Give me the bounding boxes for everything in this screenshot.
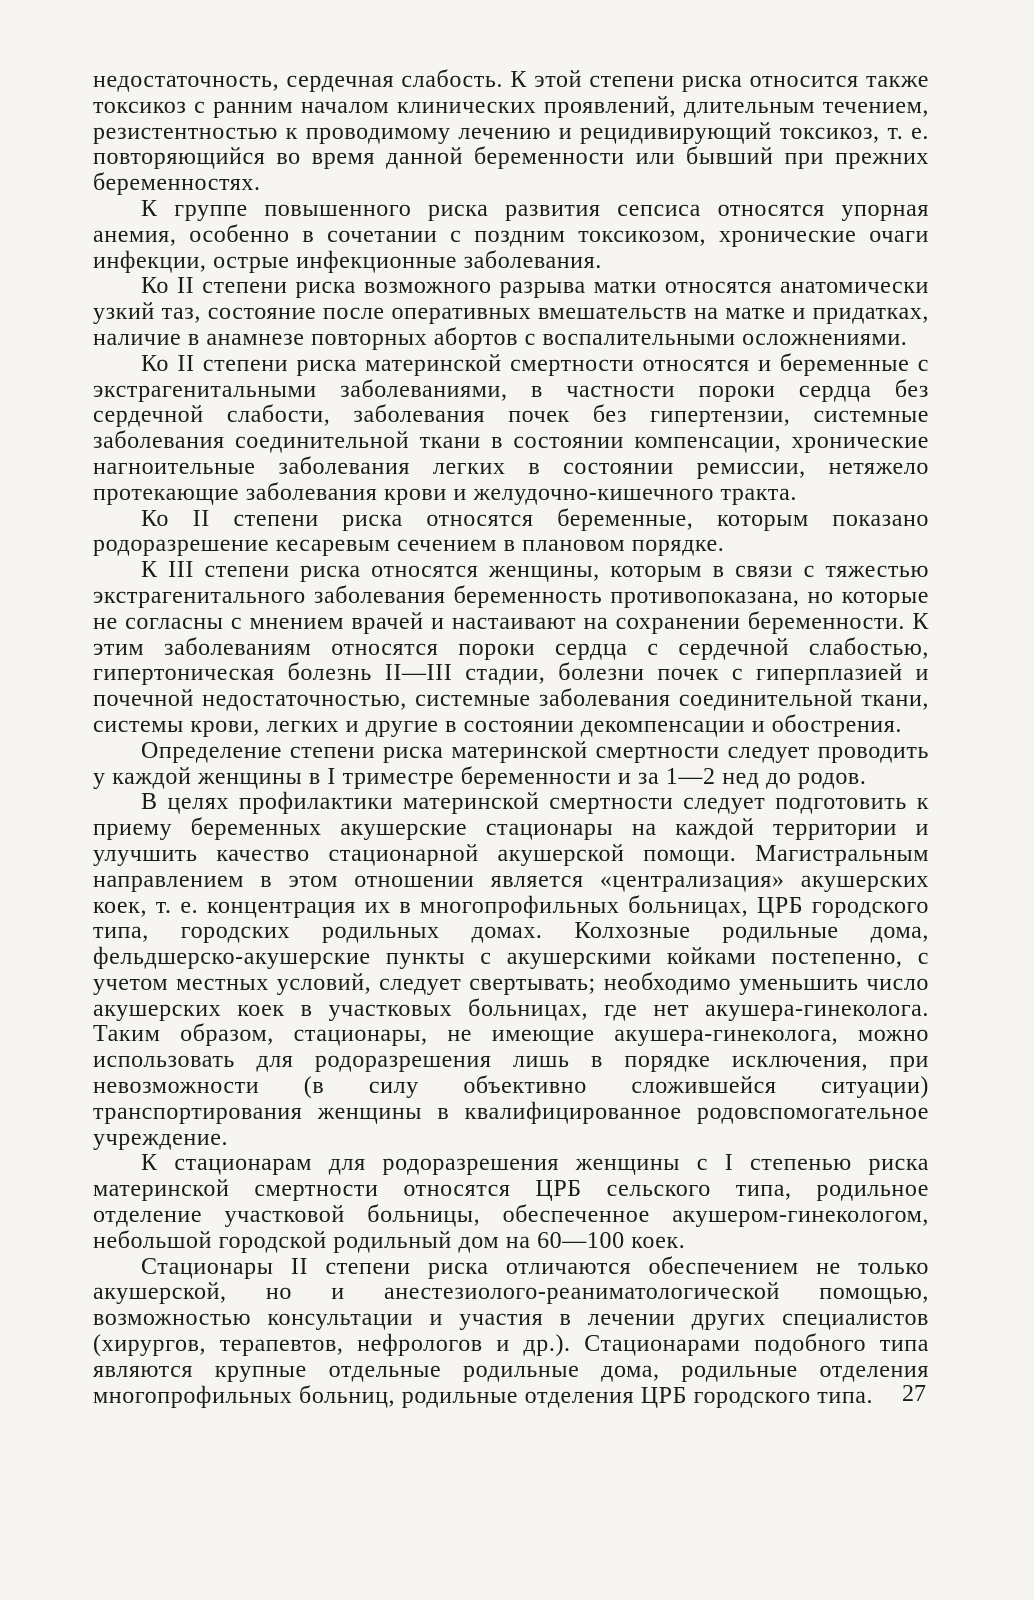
paragraph-1: недостаточность, сердечная слабость. К этой степени риска относится также токсикоз с ранним началом клинических проявлений, длительным течением, резистентностью к проводимому лечению и рецидивирующий токсикоз, т. е. повторяющийся во время данной беременности или бывший при прежних беременностях. <box>93 67 929 197</box>
paragraph-5: Ко II степени риска относятся беременные, которым показано родоразрешение кесаревым сечением в плановом порядке. <box>93 505 929 558</box>
paragraph-2: К группе повышенного риска развития сепсиса относятся упорная анемия, особенно в сочетании с поздним токсикозом, хронические очаги инфекции, острые инфекционные заболевания. <box>93 195 929 274</box>
paragraph-7: Определение степени риска материнской смертности следует проводить у каждой женщины в I триместре беременности и за 1—2 нед до родов. <box>93 737 929 790</box>
book-page <box>93 68 929 1568</box>
paragraph-9: К стационарам для родоразрешения женщины с I степенью риска материнской смертности относятся ЦРБ сельского типа, родильное отделение участковой больницы, обеспеченное акушером-гинекологом, небольшой городской родильный дом на 60—100 коек. <box>93 1150 929 1254</box>
paragraph-10: Стационары II степени риска отличаются обеспечением не только акушерской, но и анестезиолого-реаниматологической помощью, возможностью консультации и участия в лечении других специалистов (хирургов, терапевтов, нефрологов и др.). Стационарами подобного типа являются крупные отдельные родильные дома, родильные отделения многопрофильных больниц, родильные отделения ЦРБ городского типа. <box>93 1253 929 1409</box>
paragraph-3: Ко II степени риска возможного разрыва матки относятся анатомически узкий таз, состояние после оперативных вмешательств на матке и придатках, наличие в анамнезе повторных абортов с воспалительными осложнениями. <box>93 273 929 351</box>
paragraph-4: Ко II степени риска материнской смертности относятся и беременные с экстрагенитальными заболеваниями, в частности пороки сердца без сердечной слабости, заболевания почек без гипертензии, системные заболевания соединительной ткани в состоянии компенсации, хронические нагноительные заболевания легких в состоянии ремиссии, нетяжело протекающие заболевания крови и желудочно-кишечного тракта. <box>93 350 929 506</box>
paragraph-6: К III степени риска относятся женщины, которым в связи с тяжестью экстрагенитального заболевания беременность противопоказана, но которые не согласны с мнением врачей и настаивают на сохранении беременности. К этим заболеваниям относятся пороки сердца с сердечной слабостью, гипертоническая болезнь II—III стадии, болезни почек с гиперплазией и почечной недостаточностью, системные заболевания соединительной ткани, системы крови, легких и другие в состоянии декомпенсации и обострения. <box>93 557 929 738</box>
paragraph-8: В целях профилактики материнской смертности следует подготовить к приему беременных акушерские стационары на каждой территории и улучшить качество стационарной акушерской помощи. Магистральным направлением в этом отношении является «централизация» акушерских коек, т. е. концентрация их в многопрофильных больницах, ЦРБ городского типа, городских родильных домах. Колхозные родильные дома, фельдшерско-акушерские пункты с акушерскими койками постепенно, с учетом местных условий, следует свертывать; необходимо уменьшить число акушерских коек в участковых больницах, где нет акушера-гинеколога. Таким образом, стационары, не имеющие акушера-гинеколога, можно использовать для родоразрешения лишь в порядке исключения, при невозможности (в силу объективно сложившейся ситуации) транспортирования женщины в квалифицированное родовспомогательное учреждение. <box>93 789 929 1151</box>
page-number: 27 <box>902 1381 926 1407</box>
